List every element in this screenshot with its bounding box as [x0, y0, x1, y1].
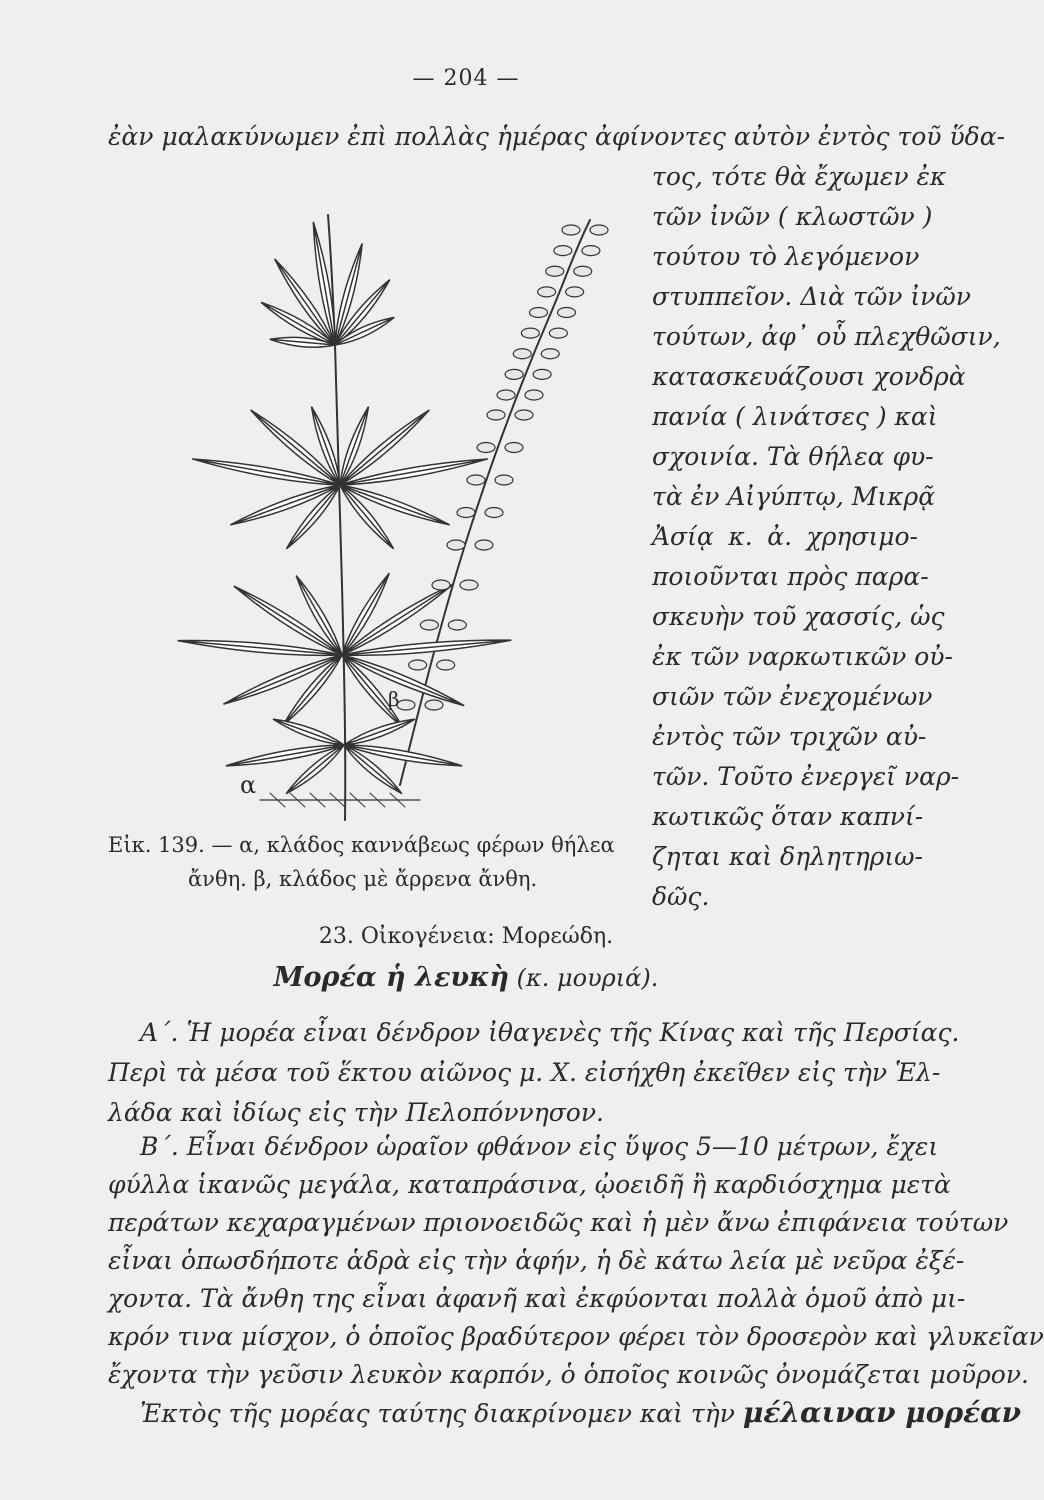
body-line-text: Ἐκτὸς τῆς μορέας ταύτης διακρίνομεν καὶ τὴν [140, 1399, 735, 1428]
flower-bud [530, 308, 548, 318]
stem-male [400, 220, 590, 785]
text-line: ζηται καὶ δηλητηριω- [652, 842, 924, 871]
cannabis-illustration [120, 185, 625, 825]
flower-bud [554, 246, 572, 256]
flower-bud [562, 225, 580, 235]
flower-bud [521, 328, 539, 338]
body-line: Α΄. Ἡ μορέα εἶναι δένδρον ἰθαγενὲς τῆς Κίνας καὶ τῆς Περσίας. [140, 1018, 960, 1047]
flower-bud [513, 349, 531, 359]
body-line: Β΄. Εἶναι δένδρον ὡραῖον φθάνον εἰς ὕψος 5—10 μέτρων, ἔχει [140, 1132, 939, 1161]
flower-bud [457, 508, 475, 518]
text-line: δῶς. [652, 882, 710, 911]
text-line: ἐὰν μαλακύνωμεν ἐπὶ πολλὰς ἡμέρας ἀφίνοντες αὐτὸν ἐντὸς τοῦ ὕδα- [108, 122, 1006, 151]
text-line: ποιοῦνται πρὸς παρα- [652, 562, 929, 591]
flower-bud [582, 246, 600, 256]
text-line: τῶν. Τοῦτο ἐνεργεῖ ναρ- [652, 762, 960, 791]
body-line: λάδα καὶ ἰδίως εἰς τὴν Πελοπόννησον. [108, 1098, 604, 1127]
flower-bud [460, 580, 478, 590]
flower-bud [432, 580, 450, 590]
text-line: σιῶν τῶν ἐνεχομένων [652, 682, 933, 711]
text-line: στυππεῖον. Διὰ τῶν ἰνῶν [652, 282, 971, 311]
section-title-bold: Μορέα ἡ λευκὴ [273, 962, 510, 993]
flower-bud [505, 443, 523, 453]
flower-bud [546, 266, 564, 276]
flower-bud [467, 475, 485, 485]
text-line: σχοινία. Τὰ θήλεα φυ- [652, 442, 934, 471]
page-number: — 204 — [412, 66, 520, 91]
text-line: τούτου τὸ λεγόμενον [652, 242, 920, 271]
flower-bud [409, 660, 427, 670]
flower-bud [549, 328, 567, 338]
text-line: τος, τότε θὰ ἔχωμεν ἐκ [652, 162, 947, 191]
leaflet [344, 719, 415, 745]
text-line: κωτικῶς ὅταν καπνί- [652, 802, 924, 831]
flower-bud [437, 660, 455, 670]
flower-bud [448, 620, 466, 630]
flower-bud [487, 410, 505, 420]
text-line: τῶν ἰνῶν ( κλωστῶν ) [652, 202, 933, 231]
flower-bud [477, 443, 495, 453]
body-line: εἶναι ὁπωσδήποτε ἁδρὰ εἰς τὴν ἁφήν, ἡ δὲ κάτω λεία μὲ νεῦρα ἐξέ- [108, 1246, 965, 1275]
flower-bud [475, 540, 493, 550]
figure-caption-line2: ἄνθη. β, κλάδος μὲ ἄρρενα ἄνθη. [188, 867, 538, 891]
flower-bud [558, 308, 576, 318]
leaflet [273, 719, 344, 745]
section-family-heading: 23. Οἰκογένεια: Μορεώδη. [318, 924, 614, 949]
figure-caption-line1: Εἰκ. 139. — α, κλάδος καννάβεως φέρων θήλεα [108, 833, 615, 857]
flower-bud [533, 369, 551, 379]
flower-bud [485, 508, 503, 518]
flower-bud [505, 369, 523, 379]
text-line: τὰ ἐν Αἰγύπτῳ, Μικρᾷ [652, 482, 936, 511]
body-line: Περὶ τὰ μέσα τοῦ ἕκτου αἰῶνος μ. Χ. εἰσήχθη ἐκεῖθεν εἰς τὴν Ἑλ- [108, 1058, 941, 1087]
text-line: ἐκ τῶν ναρκωτικῶν οὐ- [652, 642, 953, 671]
flower-bud [541, 349, 559, 359]
text-line: τούτων, ἀφ᾽ οὗ πλεχθῶσιν, [652, 322, 1001, 351]
body-line: φύλλα ἱκανῶς μεγάλα, καταπράσινα, ᾠοειδῆ ἢ καρδιόσχημα μετὰ [108, 1170, 951, 1199]
flower-bud [420, 620, 438, 630]
body-line-last [140, 1396, 1021, 1431]
emphasis-black-mulberry: μέλαιναν μορέαν [742, 1396, 1022, 1429]
flower-bud [495, 475, 513, 485]
text-line: πανία ( λινάτσες ) καὶ [652, 402, 938, 431]
body-line: χοντα. Τὰ ἄνθη της εἶναι ἀφανῆ καὶ ἐκφύονται πολλὰ ὁμοῦ ἀπὸ μι- [108, 1284, 966, 1313]
text-line: Ἀσίᾳ κ. ἀ. χρησιμο- [652, 522, 918, 551]
text-line: ἐντὸς τῶν τριχῶν αὐ- [652, 722, 927, 751]
flower-bud [538, 287, 556, 297]
flower-bud [497, 390, 515, 400]
figure-label-a: α [240, 771, 257, 799]
flower-bud [574, 266, 592, 276]
body-line: ἔχοντα τὴν γεῦσιν λευκὸν καρπόν, ὁ ὁποῖος κοινῶς ὀνομάζεται μοῦρον. [108, 1360, 1029, 1389]
body-line: περάτων κεχαραγμένων πριονοειδῶς καὶ ἡ μὲν ἄνω ἐπιφάνεια τούτων [108, 1208, 1009, 1237]
flower-bud [566, 287, 584, 297]
flower-bud [525, 390, 543, 400]
flower-bud [425, 700, 443, 710]
flower-bud [515, 410, 533, 420]
figure-label-b: β [388, 687, 400, 711]
section-title-common-name: (κ. μουριά). [509, 964, 659, 992]
section-title [0, 962, 932, 993]
text-line: σκευὴν τοῦ χασσίς, ὡς [652, 602, 945, 631]
text-line: κατασκευάζουσι χονδρὰ [652, 362, 966, 391]
flower-bud [590, 225, 608, 235]
flower-bud [397, 700, 415, 710]
body-line: κρόν τινα μίσχον, ὁ ὁποῖος βραδύτερον φέρει τὸν δροσερὸν καὶ γλυκεῖαν [108, 1322, 1044, 1351]
flower-bud [447, 540, 465, 550]
